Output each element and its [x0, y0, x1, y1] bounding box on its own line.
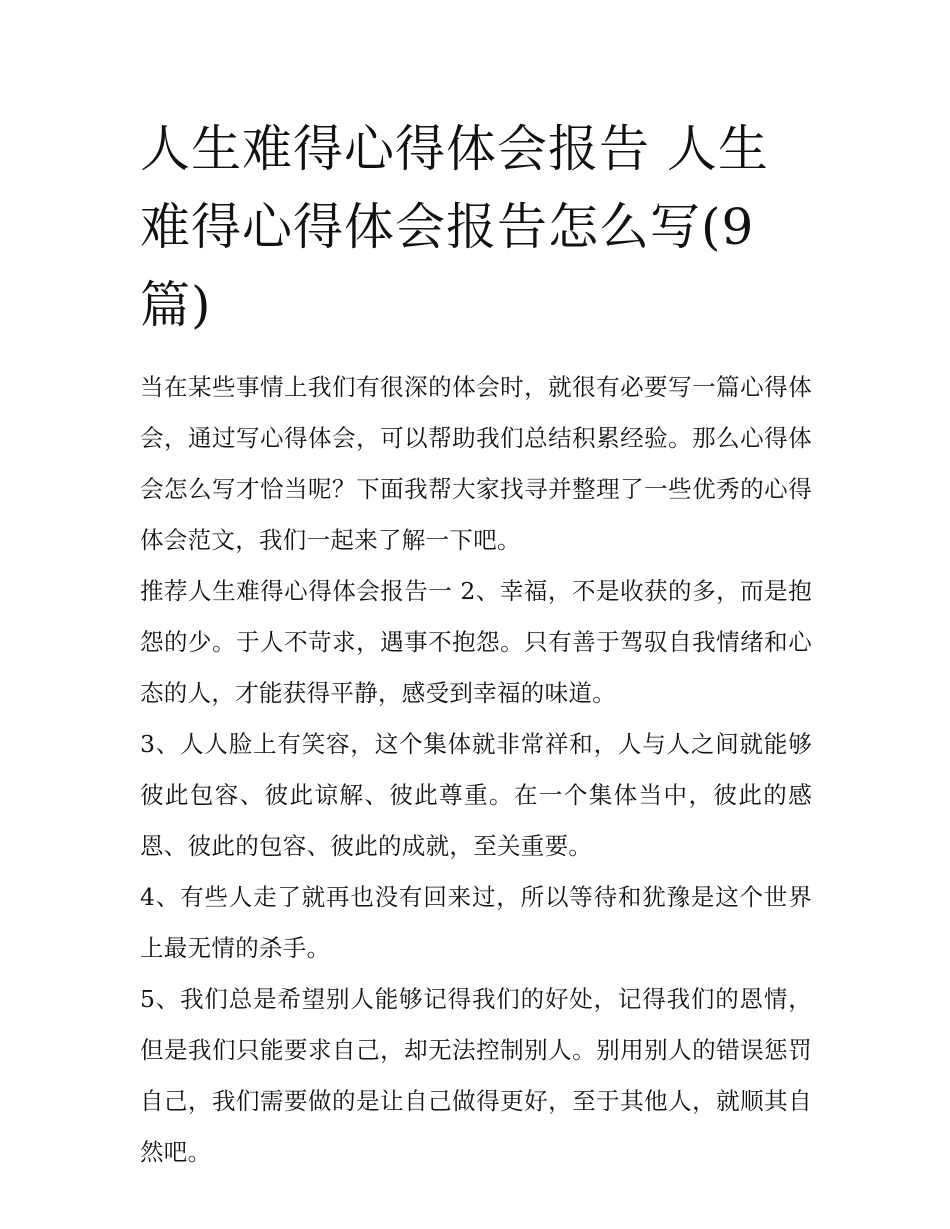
paragraph-5: 5、我们总是希望别人能够记得我们的好处，记得我们的恩情，但是我们只能要求自己，却无法控制别人。别用别人的错误惩罚自己，我们需要做的是让自己做得更好，至于其他人，就顺其自然吧。 [140, 985, 812, 1166]
paragraph-2: 推荐人生难得心得体会报告一 2、幸福，不是收获的多，而是抱怨的少。于人不苛求，遇事不抱怨。只有善于驾驭自我情绪和心态的人，才能获得平静，感受到幸福的味道。 [140, 577, 812, 707]
paragraph-4: 4、有些人走了就再也没有回来过，所以等待和犹豫是这个世界上最无情的杀手。 [140, 883, 812, 962]
document-title: 人生难得心得体会报告 人生难得心得体会报告怎么写(9篇) [140, 120, 769, 334]
paragraph-3: 3、人人脸上有笑容，这个集体就非常祥和，人与人之间就能够彼此包容、彼此谅解、彼此尊重。在一个集体当中，彼此的感恩、彼此的包容、彼此的成就，至关重要。 [140, 730, 812, 860]
document-content [140, 110, 812, 1178]
paragraph-intro: 当在某些事情上我们有很深的体会时，就很有必要写一篇心得体会，通过写心得体会，可以帮助我们总结积累经验。那么心得体会怎么写才恰当呢？下面我帮大家找寻并整理了一些优秀的心得体会范文，我们一起来了解一下吧。 [140, 373, 812, 554]
